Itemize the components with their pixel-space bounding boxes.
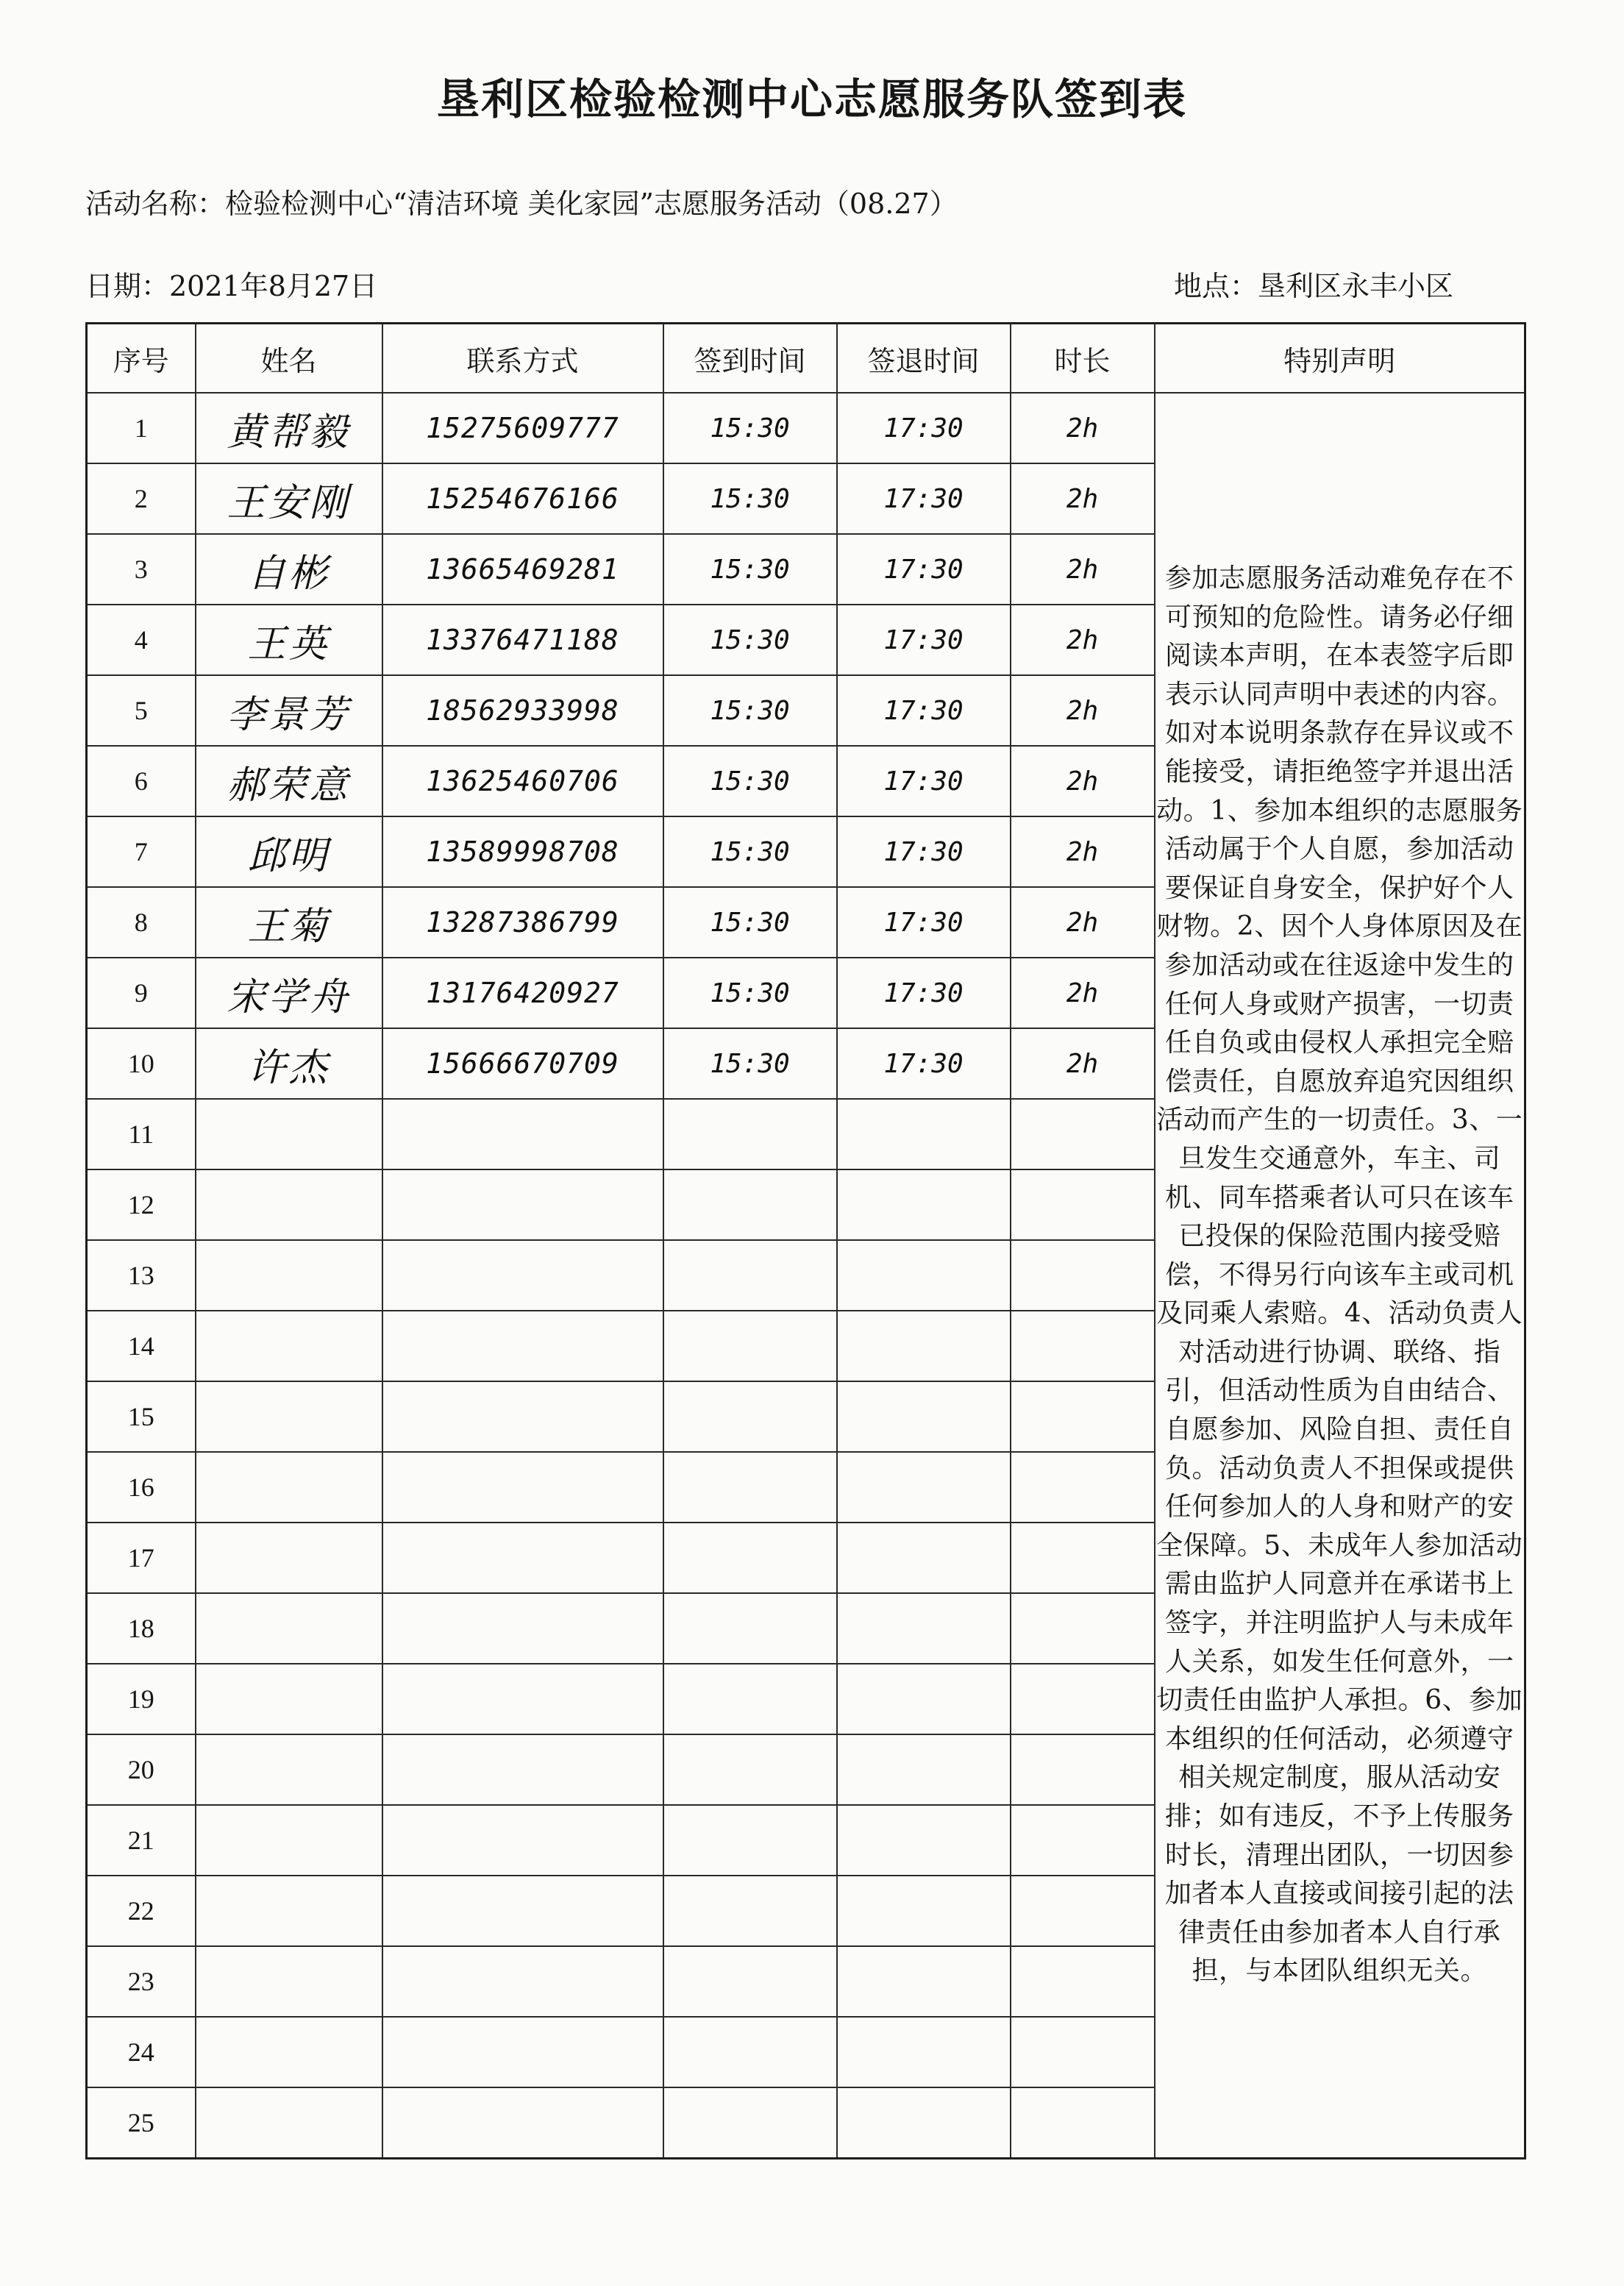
cell-checkout: [837, 1099, 1011, 1169]
cell-contact: 13625460706: [382, 746, 663, 816]
cell-index: 16: [87, 1452, 196, 1523]
cell-name: [196, 1169, 382, 1240]
cell-duration: 2h: [1011, 1028, 1155, 1099]
cell-index: 19: [87, 1664, 196, 1734]
cell-checkout: [837, 1664, 1011, 1734]
cell-contact: [382, 1169, 663, 1240]
cell-name: [196, 1876, 382, 1946]
cell-contact: [382, 1523, 663, 1593]
cell-duration: 2h: [1011, 393, 1155, 463]
cell-checkout: 17:30: [837, 605, 1011, 675]
cell-checkin: [663, 1240, 837, 1311]
cell-checkin: [663, 2017, 837, 2087]
cell-checkin: [663, 1593, 837, 1664]
cell-index: 20: [87, 1734, 196, 1805]
table-row: [87, 393, 1525, 463]
cell-index: 7: [87, 816, 196, 887]
header-contact: 联系方式: [382, 324, 663, 394]
cell-duration: [1011, 1381, 1155, 1452]
cell-checkin: [663, 1805, 837, 1876]
cell-checkin: 15:30: [663, 675, 837, 746]
cell-contact: [382, 1240, 663, 1311]
cell-name: [196, 1311, 382, 1381]
activity-location: 地点：垦利区永丰小区: [1173, 270, 1453, 302]
cell-name: 王安刚: [196, 463, 382, 534]
cell-checkout: [837, 1946, 1011, 2017]
cell-checkout: [837, 1523, 1011, 1593]
cell-checkin: 15:30: [663, 816, 837, 887]
cell-checkin: [663, 1381, 837, 1452]
cell-index: 11: [87, 1099, 196, 1169]
cell-checkin: 15:30: [663, 534, 837, 605]
cell-contact: 13176420927: [382, 958, 663, 1028]
cell-checkin: [663, 1099, 837, 1169]
cell-name: 李景芳: [196, 675, 382, 746]
cell-checkin: 15:30: [663, 887, 837, 958]
cell-checkout: [837, 1452, 1011, 1523]
cell-duration: 2h: [1011, 816, 1155, 887]
cell-duration: [1011, 2017, 1155, 2087]
cell-contact: [382, 1099, 663, 1169]
cell-checkin: 15:30: [663, 605, 837, 675]
page-title: 垦利区检验检测中心志愿服务队签到表: [436, 74, 1187, 124]
header-index: 序号: [87, 324, 196, 394]
cell-duration: 2h: [1011, 746, 1155, 816]
activity-date: 日期：2021年8月27日: [85, 270, 378, 302]
cell-name: [196, 1664, 382, 1734]
cell-duration: [1011, 2087, 1155, 2159]
cell-name: [196, 1240, 382, 1311]
cell-checkout: 17:30: [837, 887, 1011, 958]
cell-checkout: 17:30: [837, 463, 1011, 534]
sign-in-table: [85, 322, 1526, 2159]
cell-checkout: [837, 2087, 1011, 2159]
cell-duration: 2h: [1011, 675, 1155, 746]
cell-checkout: [837, 1311, 1011, 1381]
cell-contact: [382, 2017, 663, 2087]
header-name: 姓名: [196, 324, 382, 394]
cell-index: 17: [87, 1523, 196, 1593]
cell-duration: [1011, 1664, 1155, 1734]
cell-contact: [382, 2087, 663, 2159]
cell-name: 王英: [196, 605, 382, 675]
cell-index: 23: [87, 1946, 196, 2017]
cell-checkout: 17:30: [837, 816, 1011, 887]
cell-contact: [382, 1805, 663, 1876]
cell-duration: [1011, 1240, 1155, 1311]
cell-checkout: 17:30: [837, 534, 1011, 605]
cell-checkout: [837, 1734, 1011, 1805]
header-checkout: 签退时间: [837, 324, 1011, 394]
cell-checkin: [663, 1169, 837, 1240]
cell-contact: [382, 1664, 663, 1734]
cell-checkin: [663, 1664, 837, 1734]
cell-index: 14: [87, 1311, 196, 1381]
cell-duration: 2h: [1011, 958, 1155, 1028]
cell-index: 9: [87, 958, 196, 1028]
cell-checkout: [837, 1169, 1011, 1240]
cell-contact: 13287386799: [382, 887, 663, 958]
cell-checkout: [837, 1381, 1011, 1452]
cell-checkin: 15:30: [663, 463, 837, 534]
cell-duration: [1011, 1169, 1155, 1240]
cell-duration: [1011, 1523, 1155, 1593]
cell-checkout: [837, 1805, 1011, 1876]
cell-name: 邱明: [196, 816, 382, 887]
cell-checkout: [837, 1876, 1011, 1946]
cell-checkin: 15:30: [663, 393, 837, 463]
cell-duration: [1011, 1593, 1155, 1664]
cell-name: [196, 1523, 382, 1593]
cell-name: [196, 2087, 382, 2159]
cell-index: 2: [87, 463, 196, 534]
cell-contact: [382, 1381, 663, 1452]
cell-name: 自彬: [196, 534, 382, 605]
cell-checkout: 17:30: [837, 1028, 1011, 1099]
cell-contact: 15666670709: [382, 1028, 663, 1099]
cell-name: 黄帮毅: [196, 393, 382, 463]
cell-checkout: 17:30: [837, 958, 1011, 1028]
cell-contact: [382, 1311, 663, 1381]
cell-checkin: [663, 1876, 837, 1946]
cell-checkin: [663, 1452, 837, 1523]
special-notice: 参加志愿服务活动难免存在不可预知的危险性。请务必仔细阅读本声明，在本表签字后即表示认同声明中表述的内容。如对本说明条款存在异议或不能接受，请拒绝签字并退出活动。1、参加本组织的志愿服务活动属于个人自愿，参加活动要保证自身安全，保护好个人财物。2、因个人身体原因及在参加活动或在往返途中发生的任何人身或财产损害，一切责任自负或由侵权人承担完全赔偿责任，自愿放弃追究因组织活动而产生的一切责任。3、一旦发生交通意外，车主、司机、同车搭乘者认可只在该车已投保的保险范围内接受赔偿，不得另行向该车主或司机及同乘人索赔。4、活动负责人对活动进行协调、联络、指引，但活动性质为自由结合、自愿参加、风险自担、责任自负。活动负责人不担保或提供任何参加人的人身和财产的安全保障。5、未成年人参加活动需由监护人同意并在承诺书上签字，并注明监护人与未成年人关系，如发生任何意外，一切责任由监护人承担。6、参加本组织的任何活动，必须遵守相关规定制度，服从活动安排；如有违反，不予上传服务时长，清理出团队，一切因参加者本人直接或间接引起的法律责任由参加者本人自行承担，与本团队组织无关。: [1155, 393, 1525, 2159]
cell-contact: [382, 1946, 663, 2017]
cell-name: [196, 1452, 382, 1523]
cell-contact: [382, 1734, 663, 1805]
cell-name: [196, 1593, 382, 1664]
cell-name: 王菊: [196, 887, 382, 958]
header-duration: 时长: [1011, 324, 1155, 394]
cell-index: 22: [87, 1876, 196, 1946]
cell-duration: 2h: [1011, 887, 1155, 958]
cell-duration: 2h: [1011, 534, 1155, 605]
cell-contact: [382, 1593, 663, 1664]
cell-contact: 13376471188: [382, 605, 663, 675]
cell-index: 3: [87, 534, 196, 605]
cell-index: 10: [87, 1028, 196, 1099]
cell-checkout: 17:30: [837, 675, 1011, 746]
cell-name: 许杰: [196, 1028, 382, 1099]
cell-checkin: [663, 1734, 837, 1805]
cell-duration: [1011, 1311, 1155, 1381]
cell-checkout: [837, 2017, 1011, 2087]
header-checkin: 签到时间: [663, 324, 837, 394]
cell-name: [196, 1381, 382, 1452]
cell-index: 13: [87, 1240, 196, 1311]
cell-contact: [382, 1452, 663, 1523]
cell-checkin: [663, 1523, 837, 1593]
cell-contact: 13589998708: [382, 816, 663, 887]
cell-checkin: [663, 1311, 837, 1381]
cell-name: 宋学舟: [196, 958, 382, 1028]
cell-index: 18: [87, 1593, 196, 1664]
cell-duration: 2h: [1011, 463, 1155, 534]
cell-name: [196, 2017, 382, 2087]
cell-checkin: 15:30: [663, 746, 837, 816]
cell-checkout: 17:30: [837, 393, 1011, 463]
cell-contact: 15254676166: [382, 463, 663, 534]
cell-name: [196, 1099, 382, 1169]
cell-name: [196, 1946, 382, 2017]
cell-duration: [1011, 1805, 1155, 1876]
cell-checkin: [663, 2087, 837, 2159]
cell-checkin: [663, 1946, 837, 2017]
header-notice: 特别声明: [1155, 324, 1525, 394]
cell-duration: [1011, 1734, 1155, 1805]
cell-name: [196, 1734, 382, 1805]
cell-contact: 13665469281: [382, 534, 663, 605]
cell-index: 15: [87, 1381, 196, 1452]
table-header-row: [87, 324, 1525, 394]
cell-index: 8: [87, 887, 196, 958]
cell-checkout: [837, 1593, 1011, 1664]
cell-checkout: [837, 1240, 1011, 1311]
cell-index: 25: [87, 2087, 196, 2159]
cell-duration: [1011, 1099, 1155, 1169]
cell-checkin: 15:30: [663, 1028, 837, 1099]
cell-name: [196, 1805, 382, 1876]
activity-name: 活动名称：检验检测中心“清洁环境 美化家园”志愿服务活动（08.27）: [85, 188, 958, 220]
cell-index: 1: [87, 393, 196, 463]
cell-index: 5: [87, 675, 196, 746]
cell-contact: [382, 1876, 663, 1946]
cell-index: 6: [87, 746, 196, 816]
cell-contact: 18562933998: [382, 675, 663, 746]
cell-checkin: 15:30: [663, 958, 837, 1028]
cell-duration: [1011, 1876, 1155, 1946]
cell-duration: 2h: [1011, 605, 1155, 675]
cell-duration: [1011, 1452, 1155, 1523]
cell-index: 21: [87, 1805, 196, 1876]
cell-checkout: 17:30: [837, 746, 1011, 816]
cell-contact: 15275609777: [382, 393, 663, 463]
cell-index: 4: [87, 605, 196, 675]
cell-index: 12: [87, 1169, 196, 1240]
cell-index: 24: [87, 2017, 196, 2087]
cell-name: 郝荣意: [196, 746, 382, 816]
cell-duration: [1011, 1946, 1155, 2017]
